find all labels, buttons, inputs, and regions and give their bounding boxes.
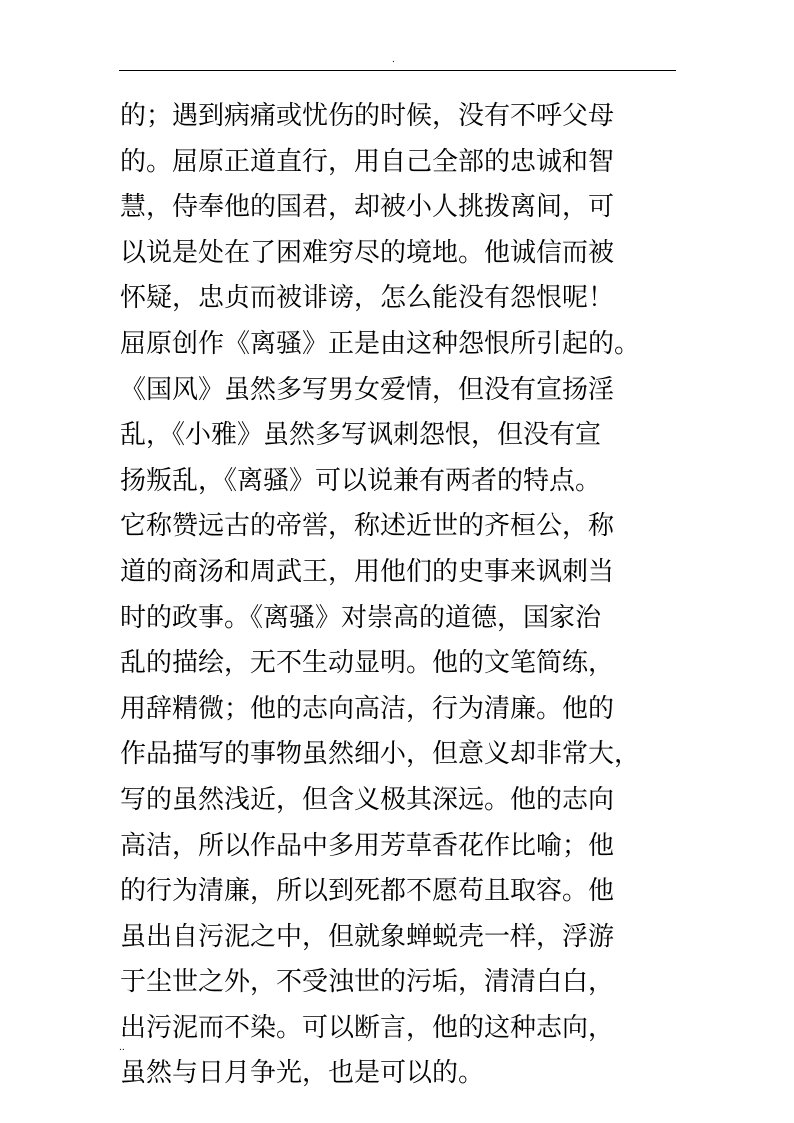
text-line: 的；遇到病痛或忧伤的时候，没有不呼父母: [120, 101, 615, 131]
text-line: 虽然与日月争光，也是可以的。: [120, 1058, 485, 1089]
text-line: 道的商汤和周武王，用他们的史事来讽刺当: [120, 556, 615, 587]
text-line: 用辞精微；他的志向高洁，行为清廉。他的: [120, 693, 615, 724]
text-line: 高洁，所以作品中多用芳草香花作比喻；他: [120, 830, 615, 861]
text-line: 于尘世之外，不受浊世的污垢，清清白白，: [120, 967, 615, 998]
text-line: 屈原创作《离骚》正是由这种怨恨所引起的。: [120, 328, 641, 359]
text-line: 的。屈原正道直行，用自己全部的忠诚和智: [120, 146, 615, 177]
text-line: 扬叛乱，《离骚》可以说兼有两者的特点。: [120, 465, 602, 496]
text-line: 它称赞远古的帝喾，称述近世的齐桓公，称: [120, 511, 615, 542]
text-line: 乱，《小雅》虽然多写讽刺怨恨，但没有宣: [120, 420, 602, 451]
text-line: 以说是处在了困难穷尽的境地。他诚信而被: [120, 237, 615, 268]
body-text: [120, 94, 680, 1097]
text-line: 的行为清廉，所以到死都不愿苟且取容。他: [120, 876, 615, 907]
text-line: 虽出自污泥之中，但就象蝉蜕壳一样，浮游: [120, 921, 615, 952]
text-line: 《国风》虽然多写男女爱情，但没有宣扬淫: [120, 374, 615, 405]
header-rule: [119, 70, 676, 71]
text-line: 时的政事。《离骚》对崇高的道德，国家治: [120, 602, 602, 633]
footer-mark: ..: [119, 1043, 125, 1053]
text-line: 出污泥而不染。可以断言，他的这种志向，: [120, 1012, 615, 1043]
text-line: 写的虽然浅近，但含义极其深远。他的志向: [120, 784, 615, 815]
text-line: 作品描写的事物虽然细小，但意义却非常大，: [120, 739, 641, 770]
text-line: 怀疑，忠贞而被诽谤，怎么能没有怨恨呢！: [120, 283, 615, 314]
text-line: 乱的描绘，无不生动显明。他的文笔简练，: [120, 648, 615, 679]
text-line: 慧，侍奉他的国君，却被小人挑拨离间，可: [120, 192, 615, 223]
header-mark: .: [392, 55, 395, 65]
